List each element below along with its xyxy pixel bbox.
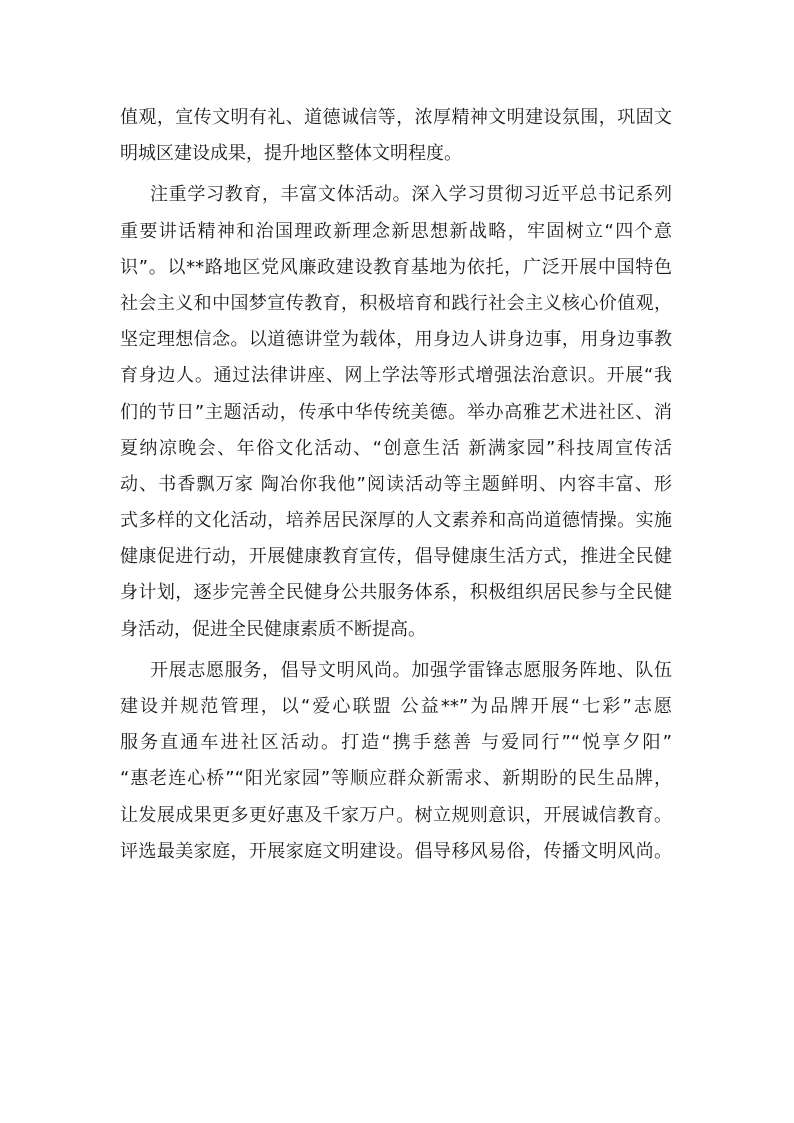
text-line: 重要讲话精神和治国理政新理念新思想新战略，牢固树立“四个意 <box>120 220 672 242</box>
text-line: 注重学习教育，丰富文体活动。深入学习贯彻习近平总书记系列 <box>150 184 672 206</box>
text-line: 让发展成果更多更好惠及千家万户。树立规则意识，开展诚信教育。 <box>120 804 672 826</box>
text-line: “惠老连心桥”“阳光家园”等顺应群众新需求、新期盼的民生品牌， <box>120 768 672 790</box>
text-line: 式多样的文化活动，培养居民深厚的人文素养和高尚道德情操。实施 <box>120 510 672 532</box>
text-line: 开展志愿服务，倡导文明风尚。加强学雷锋志愿服务阵地、队伍 <box>150 659 672 681</box>
paragraph-1 <box>120 100 672 172</box>
text-line: 评选最美家庭，开展家庭文明建设。倡导移风易俗，传播文明风尚。 <box>120 840 672 862</box>
text-line: 们的节日”主题活动，传承中华传统美德。举办高雅艺术进社区、消 <box>120 401 672 423</box>
document-body <box>120 100 672 870</box>
text-line: 建设并规范管理，以“爱心联盟 公益**”为品牌开展“七彩”志愿 <box>120 696 672 717</box>
text-line: 服务直通车进社区活动。打造“携手慈善 与爱同行”“悦享夕阳” <box>120 732 672 754</box>
text-line: 身活动，促进全民健康素质不断提高。 <box>120 618 426 640</box>
text-line: 身计划，逐步完善全民健身公共服务体系，积极组织居民参与全民健 <box>120 582 672 604</box>
text-line: 坚定理想信念。以道德讲堂为载体，用身边人讲身边事，用身边事教 <box>120 329 672 351</box>
text-line: 值观，宣传文明有礼、道德诚信等，浓厚精神文明建设氛围，巩固文 <box>120 107 672 128</box>
paragraph-2 <box>120 177 672 647</box>
text-line: 识”。以**路地区党风廉政建设教育基地为依托，广泛开展中国特色 <box>120 256 672 278</box>
text-line: 夏纳凉晚会、年俗文化活动、“创意生活 新满家园”科技周宣传活 <box>120 437 672 459</box>
paragraph-3 <box>120 653 672 870</box>
text-line: 明城区建设成果，提升地区整体文明程度。 <box>120 143 462 165</box>
text-line: 社会主义和中国梦宣传教育，积极培育和践行社会主义核心价值观， <box>120 292 672 314</box>
text-line: 健康促进行动，开展健康教育宣传，倡导健康生活方式，推进全民健 <box>120 546 672 568</box>
text-line: 育身边人。通过法律讲座、网上学法等形式增强法治意识。开展“我 <box>120 365 672 387</box>
text-line: 动、书香飘万家 陶冶你我他”阅读活动等主题鲜明、内容丰富、形 <box>120 473 672 495</box>
